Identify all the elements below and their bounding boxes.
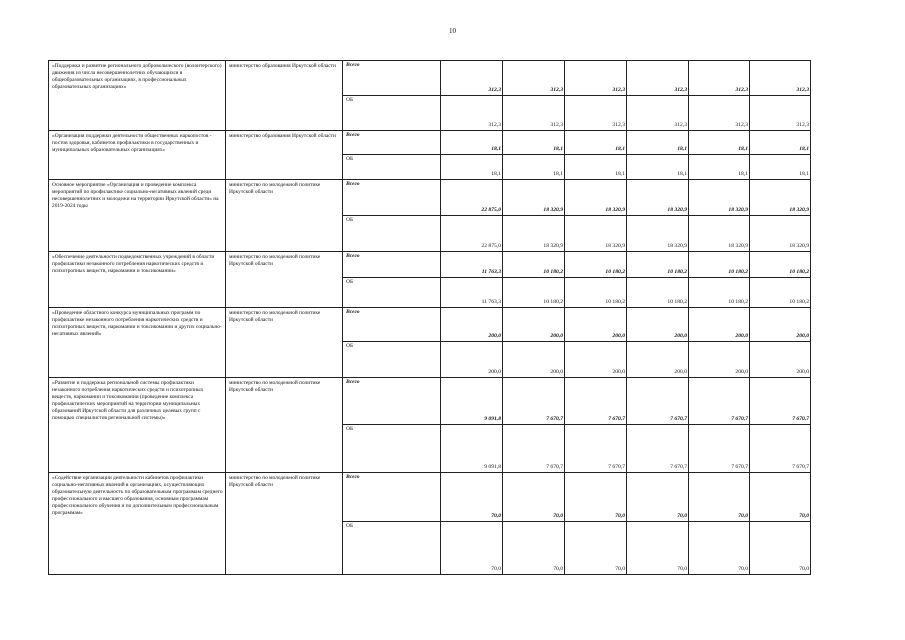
total-value: 18 320,9: [750, 180, 811, 216]
responsible-executor: министерство по молодежной политике Иркутской области: [226, 378, 343, 473]
total-value: 200,0: [565, 308, 627, 342]
total-value: 312,3: [689, 61, 750, 96]
table-row: [49, 180, 811, 216]
table-row: [49, 308, 811, 342]
regional-value: 18 320,9: [565, 216, 627, 252]
regional-value: 18,1: [750, 155, 811, 180]
funding-source-total: Всего: [343, 61, 441, 96]
regional-value: 10 180,2: [565, 278, 627, 308]
funding-source-regional: ОБ: [343, 278, 441, 308]
regional-value: 7 670,7: [503, 425, 565, 473]
regional-value: 11 763,3: [441, 278, 503, 308]
table-row: [49, 473, 811, 522]
measure-name: «Проведение областного конкурса муниципальных программ по профилактике незаконного потребления наркотических средств и психотропных веществ, наркомании и токсикомании и других социально-негативных явлений»: [49, 308, 226, 378]
regional-value: 200,0: [441, 342, 503, 378]
regional-value: 312,3: [503, 96, 565, 131]
total-value: 70,0: [689, 473, 750, 522]
total-value: 10 180,2: [689, 252, 750, 278]
total-value: 11 763,3: [441, 252, 503, 278]
total-value: 22 875,0: [441, 180, 503, 216]
funding-source-total: Всего: [343, 308, 441, 342]
total-value: 70,0: [441, 473, 503, 522]
regional-value: 10 180,2: [689, 278, 750, 308]
total-value: 7 670,7: [503, 378, 565, 425]
responsible-executor: министерство по молодежной политике Иркутской области: [226, 473, 343, 575]
measure-name: «Обеспечение деятельности подведомственных учреждений в области профилактики незаконного потребления наркотических средств и психотропных веществ, наркомании и токсикомании»: [49, 252, 226, 308]
total-value: 7 670,7: [627, 378, 689, 425]
regional-value: 70,0: [503, 522, 565, 575]
total-value: 200,0: [750, 308, 811, 342]
responsible-executor: министерство по молодежной политике Иркутской области: [226, 308, 343, 378]
total-value: 312,3: [503, 61, 565, 96]
total-value: 200,0: [627, 308, 689, 342]
table-row: [49, 378, 811, 425]
total-value: 18,1: [565, 131, 627, 155]
measure-name: Основное мероприятие «Организация и проведение комплекса мероприятий по профилактике социально-негативных явлений среди несовершеннолетних и молодежи на территории Иркутской области» на 2019-2024 годы: [49, 180, 226, 252]
regional-value: 200,0: [503, 342, 565, 378]
funding-source-regional: ОБ: [343, 155, 441, 180]
regional-value: 200,0: [565, 342, 627, 378]
regional-value: 312,3: [689, 96, 750, 131]
total-value: 70,0: [750, 473, 811, 522]
regional-value: 312,3: [627, 96, 689, 131]
total-value: 18 320,9: [503, 180, 565, 216]
total-value: 10 180,2: [627, 252, 689, 278]
table-row: [49, 61, 811, 96]
responsible-executor: министерство по молодежной политике Иркутской области: [226, 180, 343, 252]
regional-value: 7 670,7: [750, 425, 811, 473]
total-value: 70,0: [503, 473, 565, 522]
total-value: 200,0: [503, 308, 565, 342]
regional-value: 70,0: [627, 522, 689, 575]
regional-value: 10 180,2: [627, 278, 689, 308]
regional-value: 18 320,9: [750, 216, 811, 252]
regional-value: 7 670,7: [689, 425, 750, 473]
total-value: 18 320,9: [565, 180, 627, 216]
total-value: 18,1: [750, 131, 811, 155]
regional-value: 200,0: [627, 342, 689, 378]
regional-value: 18,1: [503, 155, 565, 180]
total-value: 7 670,7: [689, 378, 750, 425]
regional-value: 312,3: [441, 96, 503, 131]
regional-value: 7 670,7: [627, 425, 689, 473]
funding-source-regional: ОБ: [343, 522, 441, 575]
regional-value: 22 875,0: [441, 216, 503, 252]
total-value: 312,3: [441, 61, 503, 96]
total-value: 18,1: [503, 131, 565, 155]
total-value: 10 180,2: [750, 252, 811, 278]
total-value: 200,0: [441, 308, 503, 342]
total-value: 200,0: [689, 308, 750, 342]
regional-value: 18,1: [689, 155, 750, 180]
total-value: 7 670,7: [750, 378, 811, 425]
regional-value: 18 320,9: [627, 216, 689, 252]
regional-value: 70,0: [441, 522, 503, 575]
regional-value: 10 180,2: [503, 278, 565, 308]
table-row: [49, 252, 811, 278]
regional-value: 9 091,8: [441, 425, 503, 473]
total-value: 10 180,2: [565, 252, 627, 278]
regional-value: 18,1: [627, 155, 689, 180]
measure-name: «Развитие и поддержка региональной системы профилактики незаконного потребления наркотических средств и психотропных веществ, наркомании и токсикомании (проведение комплекса профилактических мероприятий на территории муниципальных образований Иркутской области для различных целевых групп с помощью специалистов региональной системы)»: [49, 378, 226, 473]
regional-value: 7 670,7: [565, 425, 627, 473]
regional-value: 312,3: [750, 96, 811, 131]
total-value: 9 091,8: [441, 378, 503, 425]
regional-value: 200,0: [689, 342, 750, 378]
funding-source-regional: ОБ: [343, 342, 441, 378]
total-value: 312,3: [565, 61, 627, 96]
funding-source-total: Всего: [343, 473, 441, 522]
total-value: 312,3: [627, 61, 689, 96]
measure-name: «Организация поддержки деятельности общественных наркопостов - постов здоровья, кабинетов профилактики в государственных и муниципальных образовательных организациях»: [49, 131, 226, 180]
total-value: 18 320,9: [627, 180, 689, 216]
measure-name: «Поддержка и развитие регионального добровольческого (волонтерского) движения из числа несовершеннолетних обучающихся в общеобразовательных организациях, в профессиональных образовательных организациях»: [49, 61, 226, 131]
responsible-executor: министерство образования Иркутской области: [226, 61, 343, 131]
regional-value: 18 320,9: [503, 216, 565, 252]
funding-source-total: Всего: [343, 252, 441, 278]
regional-value: 312,3: [565, 96, 627, 131]
funding-source-regional: ОБ: [343, 425, 441, 473]
regional-value: 70,0: [689, 522, 750, 575]
regional-value: 18 320,9: [689, 216, 750, 252]
total-value: 18,1: [627, 131, 689, 155]
responsible-executor: министерство по молодежной политике Иркутской области: [226, 252, 343, 308]
regional-value: 18,1: [441, 155, 503, 180]
responsible-executor: министерство образования Иркутской области: [226, 131, 343, 180]
total-value: 18 320,9: [689, 180, 750, 216]
measure-name: «Содействие организации деятельности кабинетов профилактики социально-негативных явлений в организациях, осуществляющих образовательную деятельность по образовательным программам среднего профессионального и высшего образования, основным программам профессионального обучения и по дополнительным профессиональным программам»: [49, 473, 226, 575]
table-row: [49, 131, 811, 155]
regional-value: 70,0: [750, 522, 811, 575]
regional-value: 200,0: [750, 342, 811, 378]
funding-source-total: Всего: [343, 378, 441, 425]
total-value: 312,3: [750, 61, 811, 96]
total-value: 7 670,7: [565, 378, 627, 425]
budget-table: [48, 60, 811, 575]
regional-value: 70,0: [565, 522, 627, 575]
funding-source-regional: ОБ: [343, 216, 441, 252]
funding-source-regional: ОБ: [343, 96, 441, 131]
funding-source-total: Всего: [343, 180, 441, 216]
funding-source-total: Всего: [343, 131, 441, 155]
regional-value: 10 180,2: [750, 278, 811, 308]
total-value: 10 180,2: [503, 252, 565, 278]
page-number: 10: [449, 27, 456, 35]
total-value: 18,1: [441, 131, 503, 155]
total-value: 70,0: [627, 473, 689, 522]
total-value: 70,0: [565, 473, 627, 522]
total-value: 18,1: [689, 131, 750, 155]
regional-value: 18,1: [565, 155, 627, 180]
